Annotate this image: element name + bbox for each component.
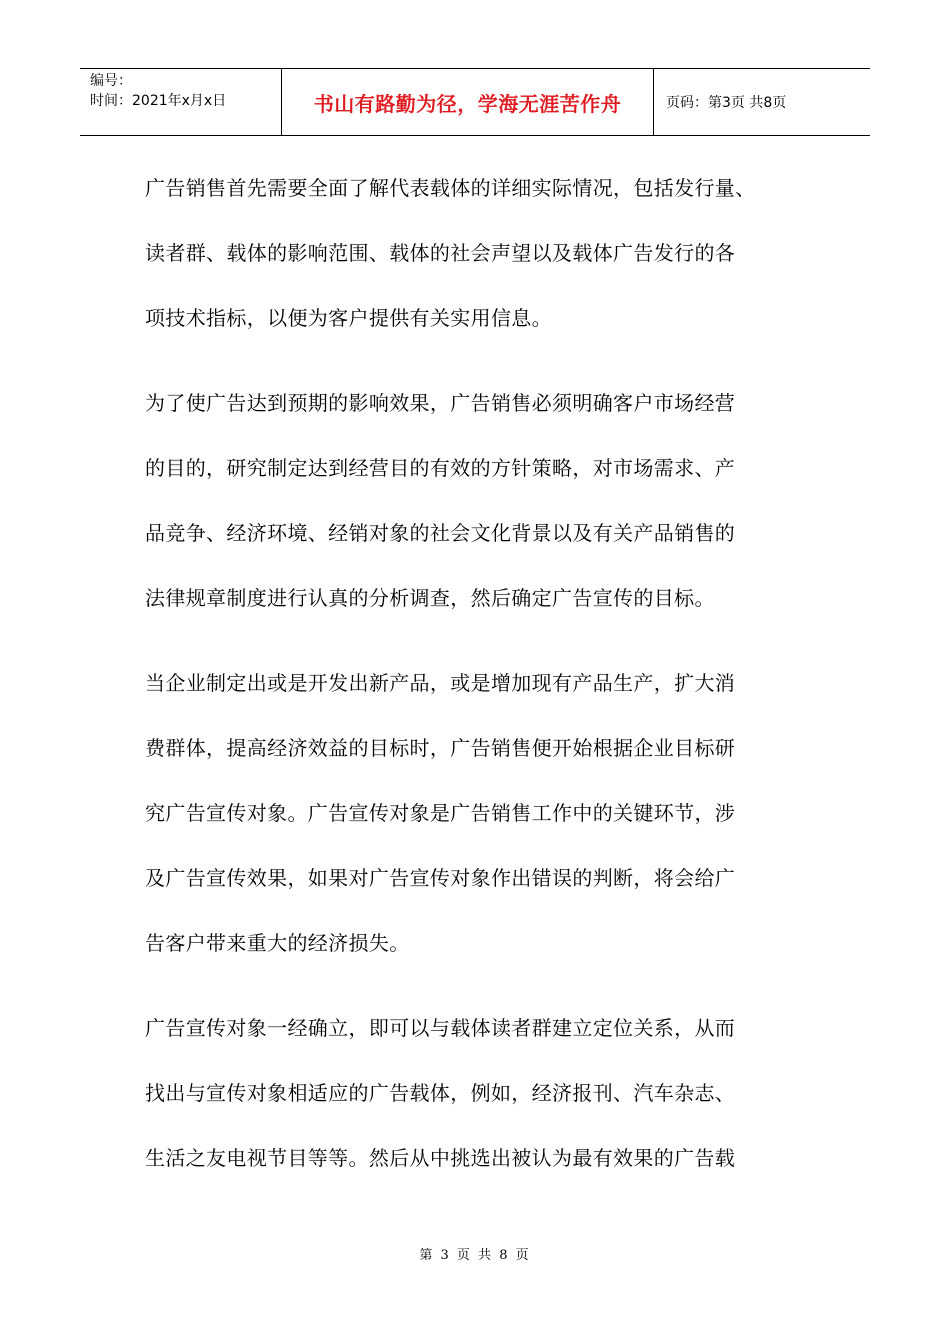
paragraph [145,375,805,635]
paragraph [145,160,805,355]
text-line: 找出与宣传对象相适应的广告载体，例如，经济报刊、汽车杂志、 [145,1081,736,1105]
footer-page-number: 第 3 页 共 8 页 [419,1248,531,1263]
document-time-label: 时间：2021年x月x日 [90,93,227,109]
text-line: 法律规章制度进行认真的分析调查，然后确定广告宣传的目标。 [145,586,715,610]
text-line: 及广告宣传效果，如果对广告宣传对象作出错误的判断，将会给广 [145,866,736,890]
paragraph [145,1000,805,1195]
text-line: 生活之友电视节目等等。然后从中挑选出被认为最有效果的广告载 [145,1146,736,1170]
text-line: 项技术指标，以便为客户提供有关实用信息。 [145,306,552,330]
paragraph [145,655,805,980]
page-footer [0,1244,950,1263]
text-line: 告客户带来重大的经济损失。 [145,931,410,955]
text-line: 的目的，研究制定达到经营目的有效的方针策略，对市场需求、产 [145,456,736,480]
text-line: 为了使广告达到预期的影响效果，广告销售必须明确客户市场经营 [145,391,736,415]
text-line: 究广告宣传对象。广告宣传对象是广告销售工作中的关键环节，涉 [145,801,736,825]
header-page-info: 页码：第3页 共8页 [666,95,787,111]
header-motto-cell [282,69,654,135]
text-line: 读者群、载体的影响范围、载体的社会声望以及载体广告发行的各 [145,241,736,265]
text-line: 广告销售首先需要全面了解代表载体的详细实际情况，包括发行量、 [145,176,756,200]
text-line: 费群体，提高经济效益的目标时，广告销售便开始根据企业目标研 [145,736,736,760]
header-page-cell [654,69,870,135]
text-line: 广告宣传对象一经确立，即可以与载体读者群建立定位关系，从而 [145,1016,736,1040]
text-line: 品竞争、经济环境、经销对象的社会文化背景以及有关产品销售的 [145,521,736,545]
page-header [80,68,870,136]
text-line: 当企业制定出或是开发出新产品，或是增加现有产品生产，扩大消 [145,671,736,695]
header-motto: 书山有路勤为径，学海无涯苦作舟 [313,91,622,116]
document-number-label: 编号： [90,73,132,89]
header-meta-cell [80,69,282,135]
document-body [145,160,805,1215]
